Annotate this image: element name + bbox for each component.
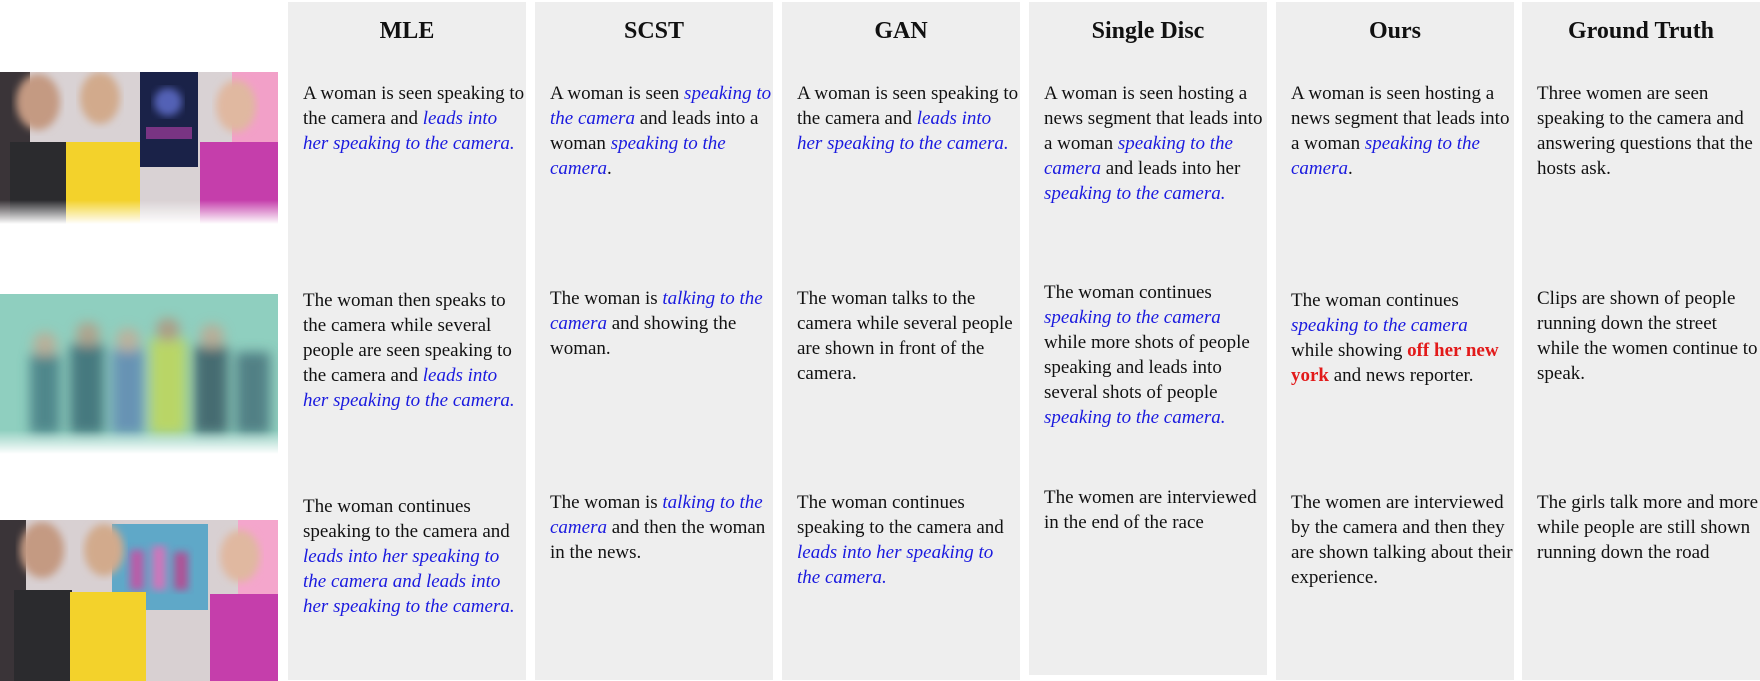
caption bbox=[550, 81, 772, 181]
repeated-phrase: talking to the camera bbox=[550, 492, 763, 538]
caption bbox=[797, 81, 1019, 156]
repeated-phrase: speaking to the camera bbox=[1291, 315, 1468, 336]
caption-text: The girls talk more and more while people are still shown running down the road bbox=[1537, 492, 1759, 563]
repeated-phrase: talking to the camera bbox=[550, 288, 763, 334]
caption-text: The woman talks to the camera while several people are shown in front of the camera. bbox=[797, 288, 1013, 384]
caption bbox=[303, 288, 525, 413]
repeated-phrase: speaking to the camera bbox=[550, 83, 772, 129]
column-ground-truth bbox=[1522, 2, 1760, 680]
column-title: Ours bbox=[1368, 18, 1421, 44]
repeated-phrase: speaking to the camera bbox=[1044, 133, 1233, 179]
caption bbox=[1537, 81, 1759, 181]
caption bbox=[1044, 81, 1266, 206]
caption bbox=[1291, 288, 1513, 388]
column-mle bbox=[288, 2, 526, 680]
caption-text: The women are interviewed in the end of the race bbox=[1044, 487, 1257, 533]
repeated-phrase: leads into her speaking to the camera. bbox=[303, 108, 515, 154]
caption-text: A woman is seen hosting a news segment that leads into a woman bbox=[1044, 83, 1263, 154]
caption bbox=[797, 286, 1019, 386]
column-single-disc bbox=[1029, 2, 1267, 675]
caption-text: The woman continues bbox=[1291, 290, 1459, 311]
caption-text: A woman is seen speaking to the camera and bbox=[303, 83, 525, 129]
repeated-phrase: speaking to the camera bbox=[1044, 307, 1221, 328]
caption-text: and news reporter. bbox=[1329, 365, 1474, 386]
column-ours bbox=[1276, 2, 1514, 680]
caption-text: The woman is bbox=[550, 492, 663, 513]
caption-text: and leads into a woman bbox=[550, 108, 759, 154]
repeated-phrase: leads into her speaking to the camera. bbox=[303, 365, 515, 411]
caption bbox=[303, 494, 525, 619]
caption bbox=[1537, 286, 1759, 386]
caption-text: and leads into her bbox=[1100, 158, 1241, 179]
caption-text: The woman continues speaking to the camera and bbox=[303, 496, 510, 542]
caption-text: A woman is seen speaking to the camera and bbox=[797, 83, 1019, 129]
repeated-phrase: speaking to the camera. bbox=[1044, 407, 1226, 428]
caption-text: while more shots of people speaking and leads into several shots of people bbox=[1044, 332, 1250, 403]
caption-text: and showing the woman. bbox=[550, 313, 737, 359]
caption-text: . bbox=[1347, 158, 1353, 179]
caption-text: The woman is bbox=[550, 288, 663, 309]
caption-text: The woman then speaks to the camera while several people are seen speaking to the camera and bbox=[303, 290, 512, 386]
caption-text: The women are interviewed by the camera and then they are shown talking about their experience. bbox=[1291, 492, 1513, 588]
column-title: GAN bbox=[874, 18, 928, 44]
repeated-phrase: speaking to the camera. bbox=[1044, 183, 1226, 204]
caption-text: Three women are seen speaking to the camera and answering questions that the hosts ask. bbox=[1537, 83, 1753, 179]
column-title: MLE bbox=[379, 18, 435, 44]
repeated-phrase: leads into her speaking to the camera. bbox=[797, 542, 994, 588]
repeated-phrase: leads into her speaking to the camera and leads into her speaking to the camera. bbox=[303, 546, 515, 617]
caption-text: A woman is seen hosting a news segment that leads into a woman bbox=[1291, 83, 1510, 154]
caption bbox=[1291, 490, 1513, 590]
video-frame-2 bbox=[0, 294, 278, 454]
repeated-phrase: speaking to the camera bbox=[550, 133, 726, 179]
caption-text: while showing bbox=[1291, 340, 1408, 361]
caption bbox=[550, 286, 772, 361]
caption-text: Clips are shown of people running down the street while the women continue to speak. bbox=[1537, 288, 1758, 384]
caption-text: and then the woman in the news. bbox=[550, 517, 766, 563]
caption bbox=[550, 490, 772, 565]
video-frame-1 bbox=[0, 72, 278, 224]
caption-text: . bbox=[606, 158, 612, 179]
error-phrase: off her new york bbox=[1291, 340, 1499, 386]
caption bbox=[1537, 490, 1759, 565]
caption-text: A woman is seen bbox=[550, 83, 685, 104]
caption bbox=[1044, 485, 1266, 535]
video-frame-3 bbox=[0, 520, 278, 681]
repeated-phrase: leads into her speaking to the camera. bbox=[797, 108, 1009, 154]
caption-text: The woman continues bbox=[1044, 282, 1212, 303]
column-title: Ground Truth bbox=[1567, 18, 1715, 44]
caption bbox=[797, 490, 1019, 590]
repeated-phrase: speaking to the camera bbox=[1291, 133, 1480, 179]
caption-text: The woman continues speaking to the camera and bbox=[797, 492, 1004, 538]
column-gan bbox=[782, 2, 1020, 680]
column-scst bbox=[535, 2, 773, 680]
column-title: SCST bbox=[623, 18, 685, 44]
caption bbox=[303, 81, 525, 156]
column-title: Single Disc bbox=[1091, 18, 1205, 44]
caption bbox=[1291, 81, 1513, 181]
caption bbox=[1044, 280, 1266, 430]
